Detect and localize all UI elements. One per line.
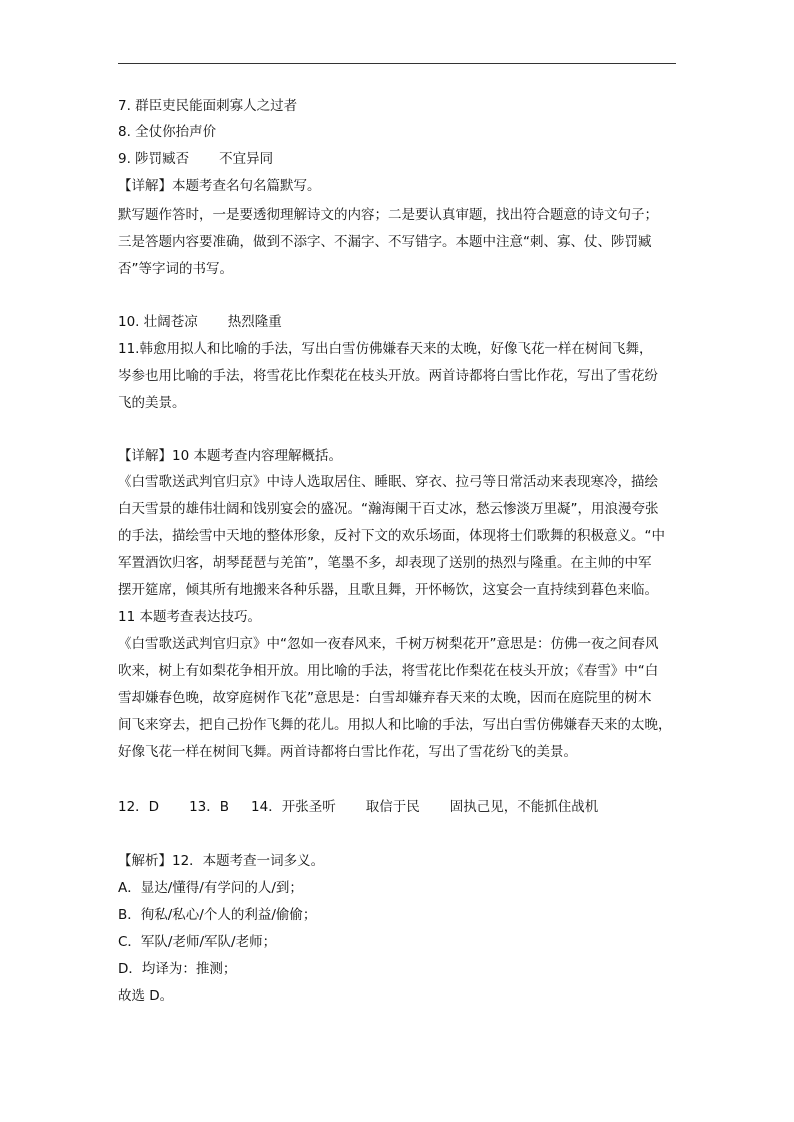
answer-10 <box>118 312 282 332</box>
detail-heading: 【详解】10 本题考查内容理解概括。 <box>118 448 342 464</box>
detail-line: 《白雪歌送武判官归京》中“忽如一夜春风来，千树万树梨花开”意思是：仿佛一夜之间春风 <box>118 636 659 652</box>
answer-7: 7. 群臣吏民能面刺寡人之过者 <box>118 98 298 114</box>
analysis-option: A．显达/懂得/有学问的人/到； <box>118 880 303 896</box>
detail-line: 三是答题内容要准确，做到不添字、不漏字、不写错字。本题中注意“刺、寡、仗、陟罚臧 <box>118 234 652 250</box>
header-rule <box>118 63 676 64</box>
answer-11-line: 飞的美景。 <box>118 395 186 411</box>
answer-14-c: 固执己见，不能抓住战机 <box>449 799 599 815</box>
answer-13: 13．B <box>189 799 230 815</box>
analysis-conclusion: 故选 D。 <box>118 988 174 1004</box>
answer-14: 14．开张圣听 <box>251 799 336 815</box>
detail-line: 雪却嫌春色晚，故穿庭树作飞花”意思是：白雪却嫌弃春天来的太晚，因而在庭院里的树木 <box>118 690 652 706</box>
analysis-option: B．徇私/私心/个人的利益/偷偷； <box>118 907 317 923</box>
answer-11-line: 岑参也用比喻的手法，将雪花比作梨花在枝头开放。两首诗都将白雪比作花，写出了雪花纷 <box>118 368 658 384</box>
answer-9-label: 9. 陟罚臧否 <box>118 151 190 167</box>
detail-subheading: 11 本题考查表达技巧。 <box>118 609 261 625</box>
analysis-option: C．军队/老师/军队/老师； <box>118 934 277 950</box>
detail-line: 吹来，树上有如梨花争相开放。用比喻的手法，将雪花比作梨花在枝头开放；《春雪》中“白 <box>118 663 659 679</box>
detail-line: 《白雪歌送武判官归京》中诗人选取居住、睡眠、穿衣、拉弓等日常活动来表现寒冷，描绘 <box>118 474 658 490</box>
answer-10-extra: 热烈隆重 <box>227 314 282 330</box>
detail-line: 摆开筵席，倾其所有地搬来各种乐器，且歌且舞，开怀畅饮，这宴会一直持续到暮色来临。 <box>118 582 658 598</box>
analysis-heading: 【解析】12．本题考查一词多义。 <box>118 853 325 869</box>
answer-12: 12．D <box>118 799 160 815</box>
analysis-option: D．均译为：推测； <box>118 961 237 977</box>
answer-8: 8. 全仗你抬声价 <box>118 124 217 140</box>
detail-line: 军置酒饮归客，胡琴琵琶与羌笛”，笔墨不多，却表现了送别的热烈与隆重。在主帅的中军 <box>118 555 652 571</box>
answer-9 <box>118 149 273 169</box>
detail-line: 的手法，描绘雪中天地的整体形象，反衬下文的欢乐场面，体现将士们歌舞的积极意义。“中 <box>118 528 665 544</box>
answers-12-14 <box>118 797 598 817</box>
answer-9-extra: 不宜异同 <box>219 151 274 167</box>
detail-line: 好像飞花一样在树间飞舞。两首诗都将白雪比作花，写出了雪花纷飞的美景。 <box>118 744 577 760</box>
answer-14-b: 取信于民 <box>365 799 420 815</box>
answer-10-label: 10. 壮阔苍凉 <box>118 314 198 330</box>
detail-line: 间飞来穿去，把自己扮作飞舞的花儿。用拟人和比喻的手法，写出白雪仿佛嫌春天来的太晚， <box>118 717 672 733</box>
answer-11-line: 11.韩愈用拟人和比喻的手法，写出白雪仿佛嫌春天来的太晚，好像飞花一样在树间飞舞， <box>118 341 653 357</box>
detail-line: 白天雪景的雄伟壮阔和饯别宴会的盛况。“瀚海阑干百丈冰，愁云惨淡万里凝”，用浪漫夸张 <box>118 501 659 517</box>
detail-line: 默写题作答时，一是要透彻理解诗文的内容；二是要认真审题，找出符合题意的诗文句子； <box>118 207 658 223</box>
detail-line: 否”等字词的书写。 <box>118 261 233 277</box>
detail-heading: 【详解】本题考查名句名篇默写。 <box>118 178 321 194</box>
